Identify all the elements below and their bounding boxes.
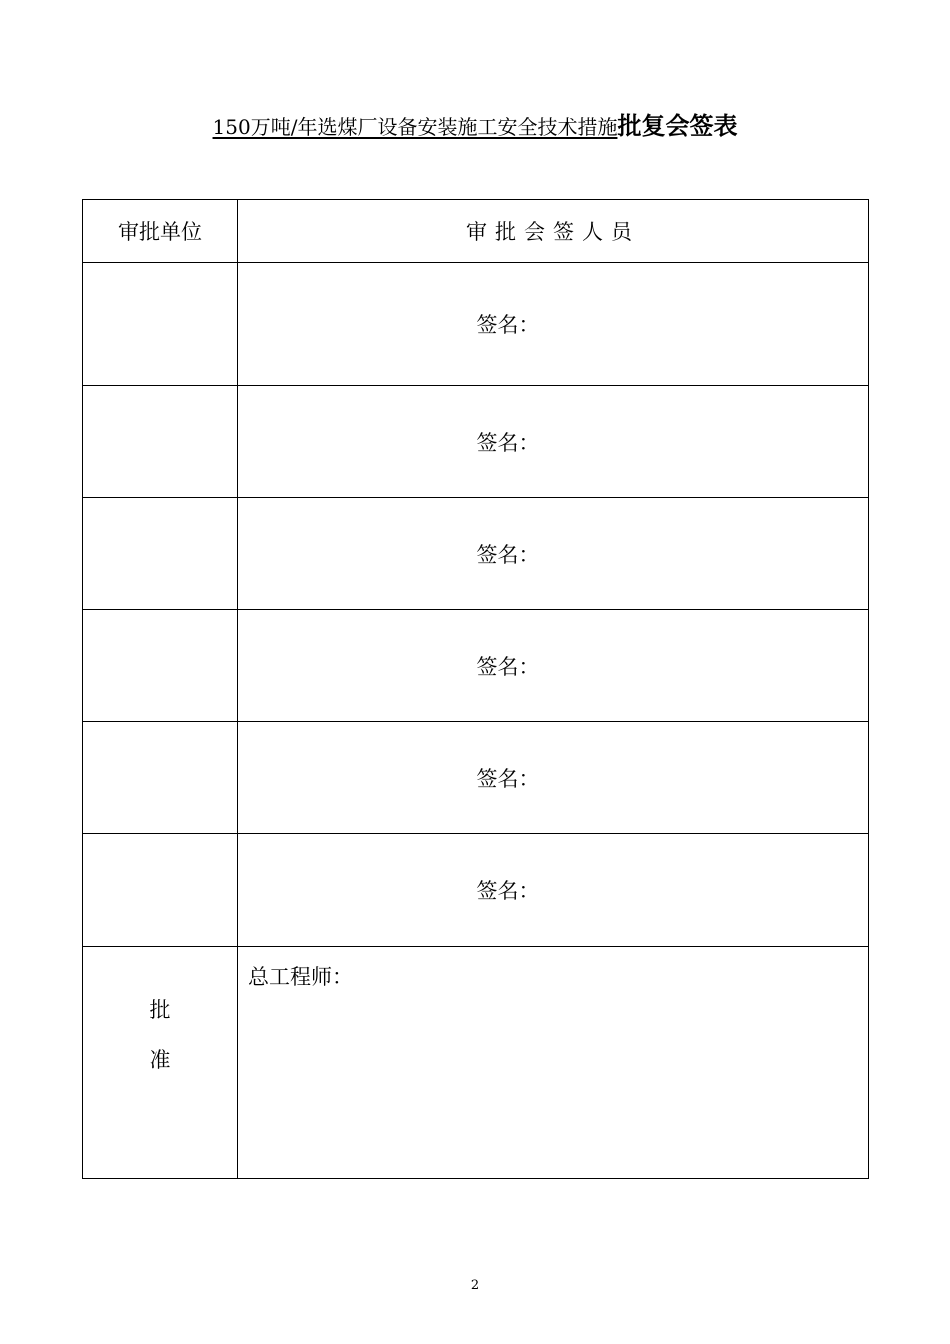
signature-cell[interactable]: 签名： — [238, 834, 869, 947]
signature-cell[interactable]: 签名： — [238, 722, 869, 834]
table-row — [83, 610, 869, 722]
page-number: 2 — [470, 1278, 480, 1293]
unit-cell[interactable] — [83, 722, 238, 834]
approval-row — [83, 947, 869, 1179]
signature-cell[interactable]: 签名： — [238, 386, 869, 498]
approval-label-char-2: 准 — [149, 1048, 171, 1072]
table-row — [83, 834, 869, 947]
table-row — [83, 263, 869, 386]
signature-cell[interactable]: 签名： — [238, 498, 869, 610]
header-approval-unit: 审批单位 — [83, 200, 238, 263]
approval-label-cell — [83, 947, 238, 1179]
approval-signoff-table — [82, 199, 869, 1179]
unit-cell[interactable] — [83, 498, 238, 610]
document-title — [0, 108, 950, 145]
table-row — [83, 498, 869, 610]
title-main: 150万吨/年选煤厂设备安装施工安全技术措施 — [212, 115, 618, 139]
signature-cell[interactable]: 签名： — [238, 263, 869, 386]
unit-cell[interactable] — [83, 386, 238, 498]
unit-cell[interactable] — [83, 263, 238, 386]
table-row — [83, 386, 869, 498]
approval-label-char-1: 批 — [149, 998, 171, 1022]
unit-cell[interactable] — [83, 610, 238, 722]
chief-engineer-cell[interactable] — [238, 947, 869, 1179]
chief-engineer-label: 总工程师： — [248, 965, 353, 989]
title-suffix: 批复会签表 — [617, 112, 738, 140]
table-header-row — [83, 200, 869, 263]
unit-cell[interactable] — [83, 834, 238, 947]
table-row — [83, 722, 869, 834]
signature-cell[interactable]: 签名： — [238, 610, 869, 722]
header-approval-people: 审批会签人员 — [238, 200, 869, 263]
